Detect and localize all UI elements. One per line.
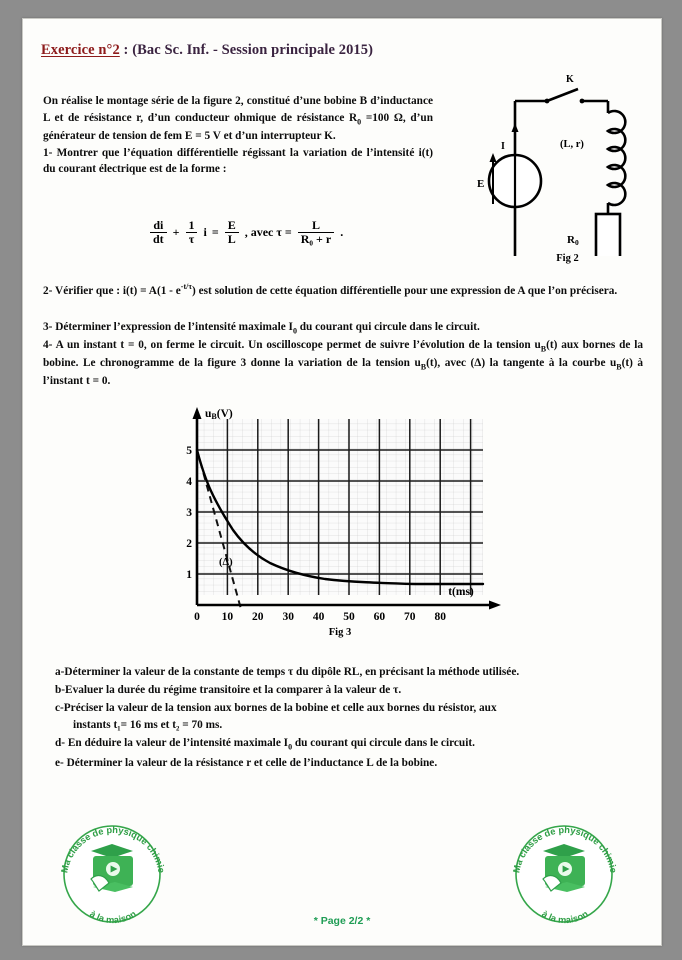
svg-text:4: 4 <box>186 476 192 488</box>
emf-arrow-head <box>490 153 497 162</box>
logo-watermark-left <box>53 819 171 927</box>
ub-subscript-3: B <box>616 362 622 372</box>
e-numerator: E <box>227 218 236 232</box>
logo-arc-top-left: Ma classe de physique chimie <box>59 824 167 874</box>
resistor-r0 <box>596 214 620 256</box>
tau-denominator-r0r: R₀ + r <box>298 232 334 246</box>
question-4-d: (t) à l’instant t = 0. <box>43 357 644 388</box>
document-page <box>22 18 662 946</box>
logo-svg-left <box>53 819 171 927</box>
exercise-source: (Bac Sc. Inf. - Session principale 2015) <box>132 42 374 58</box>
question-4-a: 4- A un instant t = 0, on ferme le circuit. Un oscilloscope permet de suivre l’évolution de la tension u <box>43 339 541 352</box>
ub-subscript-1: B <box>540 344 547 354</box>
one-over-tau-fraction <box>186 219 198 245</box>
subquestion-b: b-Evaluer la durée du régime transitoire et la comparer à la valeur de τ. <box>55 684 402 697</box>
coil-label: (L, r) <box>560 139 584 150</box>
switch-label: K <box>566 74 574 85</box>
exponent-minus-t-over-tau: -t/τ <box>180 282 193 291</box>
dt-denominator: dt <box>150 232 167 246</box>
svg-text:1: 1 <box>186 569 192 581</box>
question-1: 1- Montrer que l’équation différentielle régissant la variation de l’intensité i(t) du courant électrique est de la forme : <box>43 146 433 176</box>
figure-3-chart <box>175 405 505 645</box>
differential-equation <box>148 219 344 245</box>
di-dt-fraction <box>150 219 167 245</box>
svg-text:30: 30 <box>282 611 294 623</box>
question-4-b: (t) aux bornes de la bobine. Le chronogramme de la figure 3 donne la variation de la tension u <box>43 339 643 370</box>
subquestion-c-line1: c-Préciser la valeur de la tension aux bornes de la bobine et celle aux bornes du résistor, aux <box>55 702 497 715</box>
svg-text:5: 5 <box>186 445 192 457</box>
svg-text:0: 0 <box>194 611 200 623</box>
figure-2-caption: Fig 2 <box>556 253 579 264</box>
subquestion-d-b: du courant qui circule dans le circuit. <box>292 737 475 750</box>
emf-label: E <box>477 178 485 190</box>
subquestion-e: e- Déterminer la valeur de la résistance r et celle de l’inductance L de la bobine. <box>55 756 438 769</box>
y-tick-labels <box>186 445 192 581</box>
i0-subscript: 0 <box>292 326 297 336</box>
current-label: I <box>501 141 505 152</box>
current-arrow-head <box>512 123 519 132</box>
subquestion-d <box>55 735 647 753</box>
svg-text:50: 50 <box>343 611 355 623</box>
question-3-b: du courant qui circule dans le circuit. <box>296 321 480 333</box>
logo-arc-bottom-right: à la maison <box>540 908 590 926</box>
subquestion-c-line2: instants t₁= 16 ms et t₂ = 70 ms. <box>73 719 223 732</box>
logo-svg-right <box>505 819 623 927</box>
svg-text:2: 2 <box>186 538 192 550</box>
question-2-a: 2- Vérifier que : i(t) = A(1 - e <box>43 284 181 297</box>
e-over-l-fraction <box>225 219 239 245</box>
page-footer: * Page 2/2 * <box>313 915 371 927</box>
i-variable: i <box>203 224 207 239</box>
resistor-label: R0 <box>567 234 579 247</box>
logo-arc-bottom-left: à la maison <box>88 908 138 926</box>
figure-3-caption: Fig 3 <box>328 627 352 638</box>
svg-text:10: 10 <box>221 611 234 623</box>
intro-line-1: On réalise le montage série de la figure 2, constitué d’une bobine B d’inductance L et de résistance r, d’un conducteur ohmique de résistance R <box>43 95 433 124</box>
tau-definition-fraction <box>298 219 334 245</box>
tau-numerator: L <box>311 218 320 232</box>
svg-text:20: 20 <box>252 611 264 623</box>
switch-pivot <box>545 99 550 104</box>
question-3-a: 3- Déterminer l’expression de l’intensité maximale I <box>43 321 293 333</box>
svg-text:40: 40 <box>312 611 325 623</box>
intro-line-1b: =100 Ω, d’un générateur de tension de fem E = 5 V et d’un interrupteur K. <box>43 111 433 142</box>
x-tick-labels <box>194 611 446 623</box>
exercise-number: Exercice n°2 <box>41 42 120 58</box>
figure-2-circuit <box>475 71 660 271</box>
page-title <box>41 41 373 59</box>
circuit-diagram-svg <box>475 71 660 256</box>
subquestions-list <box>55 664 647 773</box>
svg-text:3: 3 <box>186 507 192 519</box>
chart-svg <box>175 405 505 625</box>
questions-3-4 <box>43 319 643 390</box>
subquestion-a: a-Déterminer la valeur de la constante de temps τ du dipôle RL, en précisant la méthode utilisée. <box>55 666 520 678</box>
intro-paragraph <box>43 93 433 178</box>
svg-text:60: 60 <box>373 611 386 623</box>
logo-arc-top-right: Ma classe de physique chimie <box>511 824 619 874</box>
formula-period: . <box>340 224 344 239</box>
plus-sign: + <box>172 224 180 239</box>
x-axis-arrow <box>489 601 501 610</box>
y-axis-label: uB(V) <box>205 408 233 421</box>
one-numerator: 1 <box>188 218 195 232</box>
l-denominator: L <box>225 232 239 246</box>
tangent-label: (Δ) <box>219 557 233 568</box>
equals-sign: = <box>211 224 219 239</box>
svg-text:70: 70 <box>404 611 416 623</box>
di-numerator: di <box>153 218 164 232</box>
subquestion-c <box>55 700 647 733</box>
avec-tau-text: , avec τ = <box>244 224 292 239</box>
svg-text:80: 80 <box>434 611 446 623</box>
question-2 <box>43 281 643 299</box>
question-4-c: (t), avec (Δ) la tangente à la courbe u <box>426 357 617 370</box>
switch-lever <box>547 89 578 101</box>
inductor-coil <box>608 111 625 205</box>
logo-watermark-right <box>505 819 623 927</box>
tau-denominator: τ <box>186 232 198 246</box>
r0-subscript: 0 <box>357 116 362 126</box>
question-2-b: ) est solution de cette équation différentielle pour une expression de A que l’on précisera. <box>192 284 618 297</box>
ub-subscript-2: B <box>420 362 427 372</box>
title-separator: : <box>119 42 133 58</box>
i0-subscript-d: 0 <box>288 742 293 752</box>
y-axis-arrow <box>193 407 202 419</box>
x-axis-label: t(ms) <box>448 586 474 598</box>
subquestion-d-a: d- En déduire la valeur de l’intensité maximale I <box>55 737 289 750</box>
